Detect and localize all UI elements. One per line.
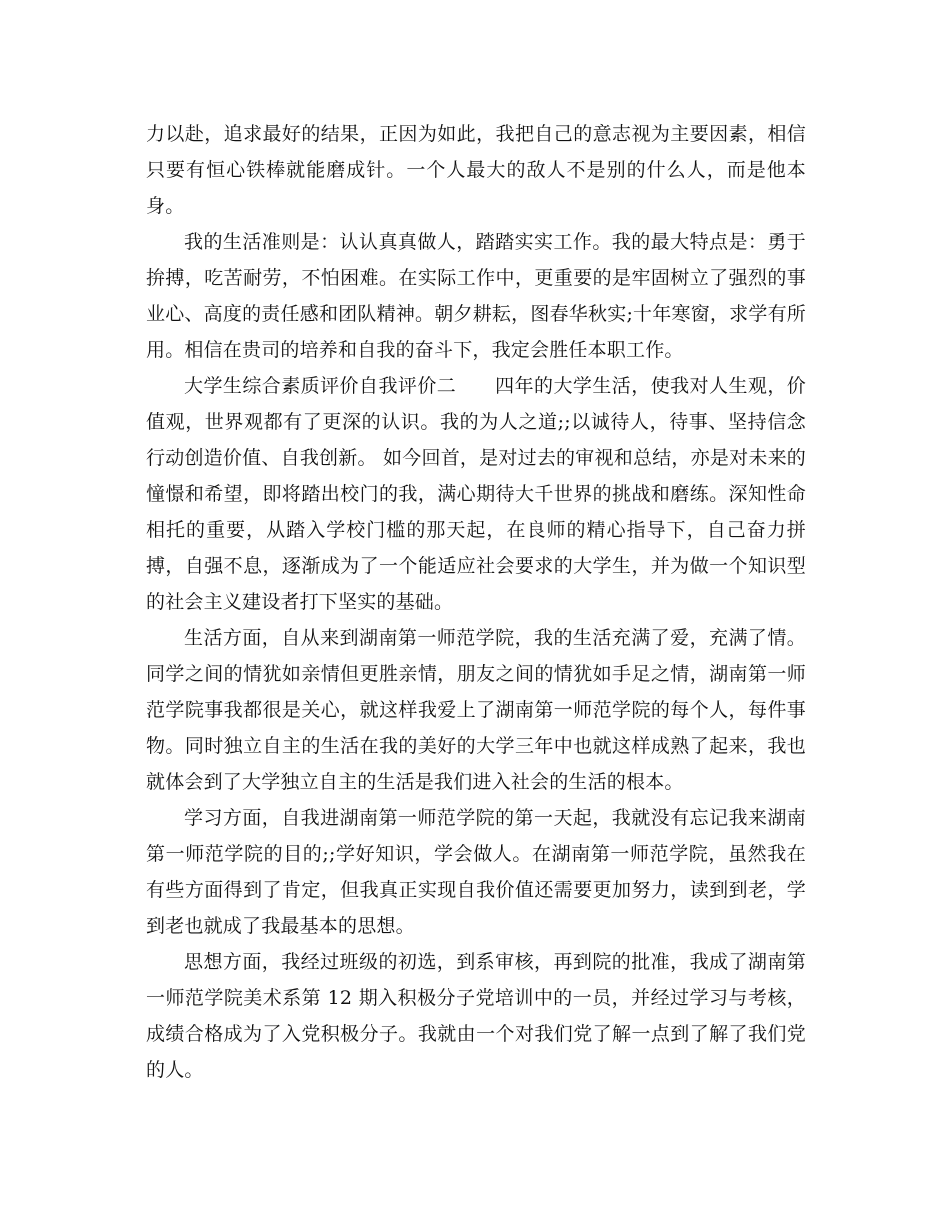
paragraph-4: 生活方面，自从来到湖南第一师范学院，我的生活充满了爱，充满了情。同学之间的情犹如亲情但更胜亲情，朋友之间的情犹如手足之情，湖南第一师范学院事我都很是关心，就这样我爱上了湖南第一师范学院的每个人，每件事物。同时独立自主的生活在我的美好的大学三年中也就这样成熟了起来，我也就体会到了大学独立自主的生活是我们进入社会的生活的根本。 [146,627,806,793]
paragraph-6: 思想方面，我经过班级的初选，到系审核，再到院的批准，我成了湖南第一师范学院美术系第 12 期入积极分子党培训中的一员，并经过学习与考核，成绩合格成为了入党积极分子。我就由一个对我们党了解一点到了解了我们党的人。 [146,951,806,1081]
paragraph-5: 学习方面，自我进湖南第一师范学院的第一天起，我就没有忘记我来湖南第一师范学院的目的;;学好知识，学会做人。在湖南第一师范学院，虽然我在有些方面得到了肯定，但我真正实现自我价值还需要更加努力，读到到老，学到老也就成了我最基本的思想。 [146,807,806,937]
paragraph-2: 我的生活准则是：认认真真做人，踏踏实实工作。我的最大特点是：勇于拚搏，吃苦耐劳，不怕困难。在实际工作中，更重要的是牢固树立了强烈的事业心、高度的责任感和团队精神。朝夕耕耘，图春华秋实;十年寒窗，求学有所用。相信在贵司的培养和自我的奋斗下，我定会胜任本职工作。 [146,231,806,361]
document-body [146,116,806,1088]
paragraph-3: 大学生综合素质评价自我评价二 四年的大学生活，使我对人生观，价值观，世界观都有了更深的认识。我的为人之道;;以诚待人，待事、坚持信念行动创造价值、自我创新。 如今回首，是对过去的审视和总结，亦是对未来的憧憬和希望，即将踏出校门的我，满心期待大千世界的挑战和磨练。深知性命相托的重要，从踏入学校门槛的那天起，在良师的精心指导下，自己奋力拼搏，自强不息，逐渐成为了一个能适应社会要求的大学生，并为做一个知识型的社会主义建设者打下坚实的基础。 [146,375,806,613]
paragraph-1: 力以赴，追求最好的结果，正因为如此，我把自己的意志视为主要因素，相信只要有恒心铁棒就能磨成针。一个人最大的敌人不是别的什么人，而是他本身。 [146,123,806,217]
